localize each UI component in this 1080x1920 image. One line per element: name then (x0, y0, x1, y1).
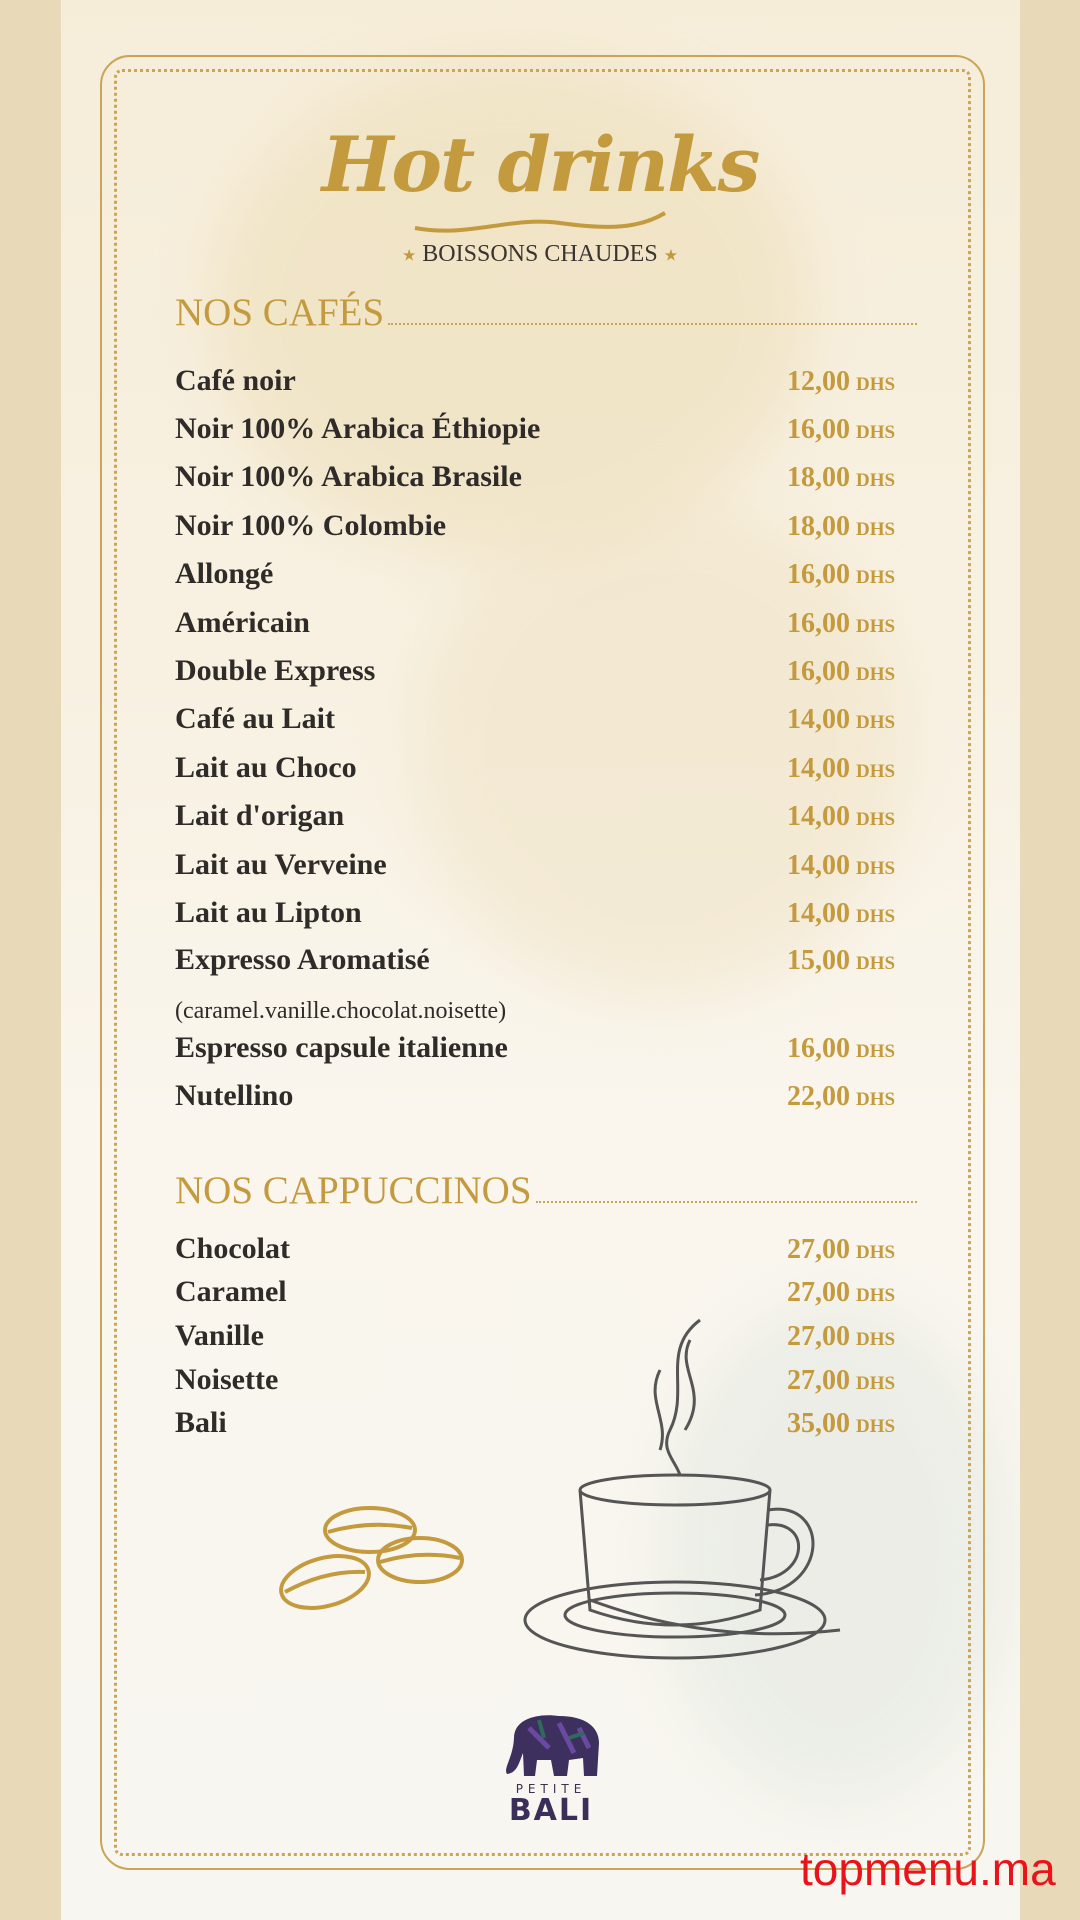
menu-item (175, 654, 927, 688)
item-price: 15,00 DHS (787, 945, 896, 976)
menu-item (175, 412, 927, 446)
item-price: 18,00 DHS (787, 462, 896, 493)
star-icon: ★ (663, 247, 679, 265)
coffee-beans-illustration (270, 1500, 470, 1615)
item-price: 16,00 DHS (787, 559, 896, 590)
menu-item (175, 1232, 927, 1266)
menu-item (175, 606, 927, 640)
item-name: Lait d'origan (175, 799, 345, 832)
item-name: Chocolat (175, 1232, 290, 1265)
item-price: 16,00 DHS (787, 656, 896, 687)
item-price: 35,00 DHS (787, 1408, 896, 1439)
item-note: (caramel.vanille.chocolat.noisette) (175, 998, 507, 1024)
item-price: 14,00 DHS (787, 801, 896, 832)
item-name: Américain (175, 606, 310, 639)
menu-item (175, 896, 927, 930)
item-price: 16,00 DHS (787, 608, 896, 639)
item-price: 16,00 DHS (787, 1033, 896, 1064)
item-price: 27,00 DHS (787, 1365, 896, 1396)
item-price: 14,00 DHS (787, 753, 896, 784)
menu-item (175, 557, 927, 591)
item-price: 14,00 DHS (787, 850, 896, 881)
item-price: 27,00 DHS (787, 1277, 896, 1308)
menu-item (175, 1079, 927, 1113)
item-price: 14,00 DHS (787, 898, 896, 929)
item-name: Lait au Choco (175, 751, 357, 784)
item-name: Noisette (175, 1363, 279, 1396)
item-price: 18,00 DHS (787, 511, 896, 542)
item-name: Café au Lait (175, 702, 335, 735)
item-name: Espresso capsule italienne (175, 1031, 508, 1064)
item-name: Noir 100% Arabica Éthiopie (175, 412, 541, 445)
item-price: 12,00 DHS (787, 366, 896, 397)
menu-item (175, 751, 927, 785)
item-name: Expresso Aromatisé (175, 943, 430, 976)
item-price: 27,00 DHS (787, 1234, 896, 1265)
item-name: Noir 100% Arabica Brasile (175, 460, 522, 493)
section-heading: NOS CAFÉS (175, 290, 917, 335)
item-name: Nutellino (175, 1079, 294, 1112)
menu-item (175, 509, 927, 543)
item-name: Caramel (175, 1275, 287, 1308)
menu-item (175, 460, 927, 494)
item-name: Café noir (175, 364, 296, 397)
elephant-icon (499, 1708, 604, 1778)
item-price: 16,00 DHS (787, 414, 896, 445)
dotted-leader (388, 323, 917, 325)
item-name: Vanille (175, 1319, 264, 1352)
watermark: topmenu.ma (800, 1843, 1056, 1895)
item-name: Lait au Verveine (175, 848, 387, 881)
item-price: 22,00 DHS (787, 1081, 896, 1112)
coffee-cup-illustration (510, 1310, 850, 1680)
subtitle: ★ BOISSONS CHAUDES ★ (401, 241, 679, 267)
menu-item (175, 702, 927, 736)
item-price: 27,00 DHS (787, 1321, 896, 1352)
item-name: Noir 100% Colombie (175, 509, 447, 542)
section-heading: NOS CAPPUCCINOS (175, 1168, 917, 1213)
item-name: Lait au Lipton (175, 896, 362, 929)
swash-ornament (410, 208, 670, 238)
menu-item (175, 1275, 927, 1309)
petite-bali-logo: PETITE BALI (496, 1708, 606, 1826)
item-name: Bali (175, 1406, 227, 1439)
page-title: Hot drinks (321, 120, 759, 209)
menu-item (175, 799, 927, 833)
menu-item (175, 1031, 927, 1065)
menu-item (175, 848, 927, 882)
item-name: Allongé (175, 557, 274, 590)
menu-item (175, 943, 927, 977)
item-name: Double Express (175, 654, 376, 687)
dotted-leader (536, 1201, 917, 1203)
item-price: 14,00 DHS (787, 704, 896, 735)
menu-item (175, 364, 927, 398)
star-icon: ★ (401, 247, 417, 265)
